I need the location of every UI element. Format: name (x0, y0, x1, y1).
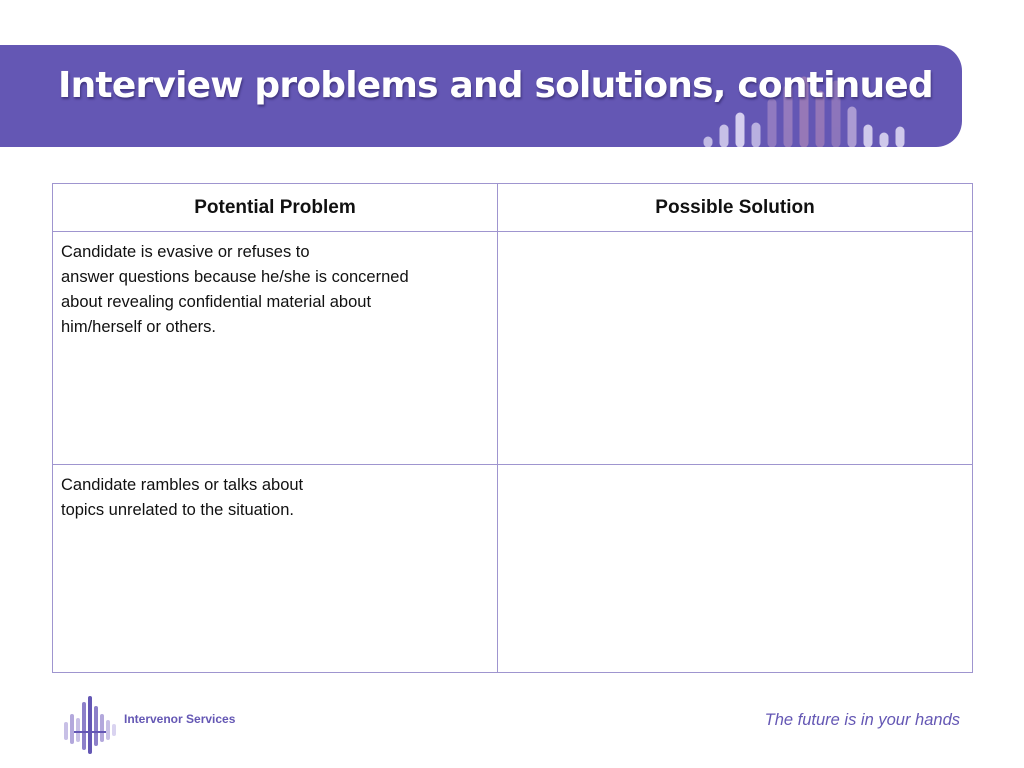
problem-line: answer questions because he/she is concerned (61, 268, 409, 286)
tagline: The future is in your hands (764, 711, 960, 729)
problem-cell (53, 465, 498, 673)
problem-line: Candidate is evasive or refuses to (61, 243, 310, 261)
logo-text: Intervenor Services (124, 712, 236, 726)
problem-line: topics unrelated to the situation. (61, 501, 294, 519)
problem-line: about revealing confidential material about (61, 293, 372, 311)
problem-line: Candidate rambles or talks about (61, 476, 304, 494)
column-header-problem: Potential Problem (53, 184, 498, 232)
solution-cell (498, 232, 973, 465)
solution-cell (498, 465, 973, 673)
problems-solutions-table (52, 183, 973, 673)
problem-text (53, 465, 497, 523)
intervenor-logo-icon (62, 694, 118, 754)
column-header-solution: Possible Solution (498, 184, 973, 232)
table-row (53, 232, 973, 465)
page-title: Interview problems and solutions, continued (58, 65, 933, 106)
problem-cell (53, 232, 498, 465)
table-row (53, 465, 973, 673)
table-header-row (53, 184, 973, 232)
problem-text (53, 232, 497, 340)
problem-line: him/herself or others. (61, 318, 216, 336)
